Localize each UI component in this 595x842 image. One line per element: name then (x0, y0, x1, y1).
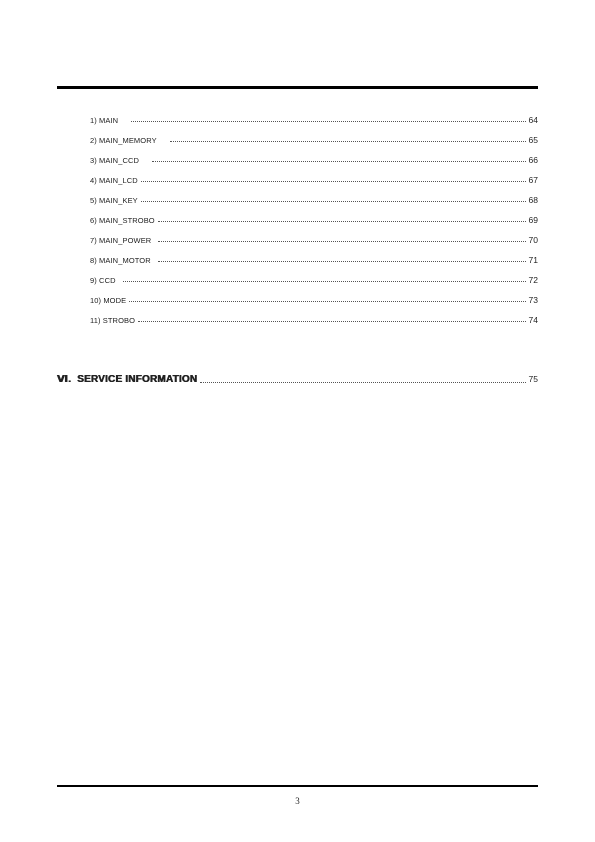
toc-label: 6) MAIN_STROBO (90, 216, 155, 225)
dot-leader (138, 320, 525, 322)
dot-leader (123, 280, 526, 282)
toc-row-strobo[interactable] (90, 310, 538, 330)
toc-label: 8) MAIN_MOTOR (90, 256, 151, 265)
toc-label: 7) MAIN_POWER (90, 236, 152, 245)
dot-leader (152, 160, 526, 162)
toc-row-main-ccd[interactable] (90, 150, 538, 170)
top-rule (57, 86, 538, 89)
toc-row-main-key[interactable] (90, 190, 538, 210)
toc-page-number: 72 (528, 275, 538, 285)
toc-page-number: 71 (528, 255, 538, 265)
dot-leader (170, 140, 526, 142)
section-heading-service-information[interactable] (57, 370, 538, 388)
toc-page-number: 65 (528, 135, 538, 145)
toc-page-number: 67 (528, 175, 538, 185)
toc-label: 9) CCD (90, 276, 116, 285)
toc-row-ccd[interactable] (90, 270, 538, 290)
section-page-number: 75 (528, 374, 538, 384)
dot-leader (158, 240, 525, 242)
dot-leader (129, 300, 525, 302)
toc-row-main[interactable] (90, 110, 538, 130)
toc-label: 1) MAIN (90, 116, 119, 125)
toc-row-main-power[interactable] (90, 230, 538, 250)
dot-leader (158, 260, 526, 262)
toc-row-main-motor[interactable] (90, 250, 538, 270)
bottom-rule (57, 785, 538, 787)
toc-label: 4) MAIN_LCD (90, 176, 138, 185)
section-title: SERVICE INFORMATION (77, 374, 198, 385)
toc-page-number: 64 (528, 115, 538, 125)
dot-leader (141, 200, 526, 202)
dot-leader (131, 120, 525, 122)
toc-label: 5) MAIN_KEY (90, 196, 138, 205)
toc-row-main-lcd[interactable] (90, 170, 538, 190)
table-of-contents (90, 110, 538, 330)
toc-label: 10) MODE (90, 296, 127, 305)
toc-page-number: 73 (528, 295, 538, 305)
dot-leader (158, 220, 526, 222)
toc-row-main-memory[interactable] (90, 130, 538, 150)
toc-label: 3) MAIN_CCD (90, 156, 140, 165)
toc-label: 11) STROBO (90, 316, 136, 325)
toc-row-mode[interactable] (90, 290, 538, 310)
page-number: 3 (295, 796, 300, 806)
toc-page-number: 70 (528, 235, 538, 245)
toc-page-number: 69 (528, 215, 538, 225)
toc-page-number: 66 (528, 155, 538, 165)
dot-leader (141, 180, 526, 182)
toc-label: 2) MAIN_MEMORY (90, 136, 157, 145)
toc-page-number: 74 (528, 315, 538, 325)
dot-leader (200, 382, 525, 383)
toc-row-main-strobo[interactable] (90, 210, 538, 230)
section-numeral: Ⅵ. (57, 374, 72, 385)
toc-page-number: 68 (528, 195, 538, 205)
